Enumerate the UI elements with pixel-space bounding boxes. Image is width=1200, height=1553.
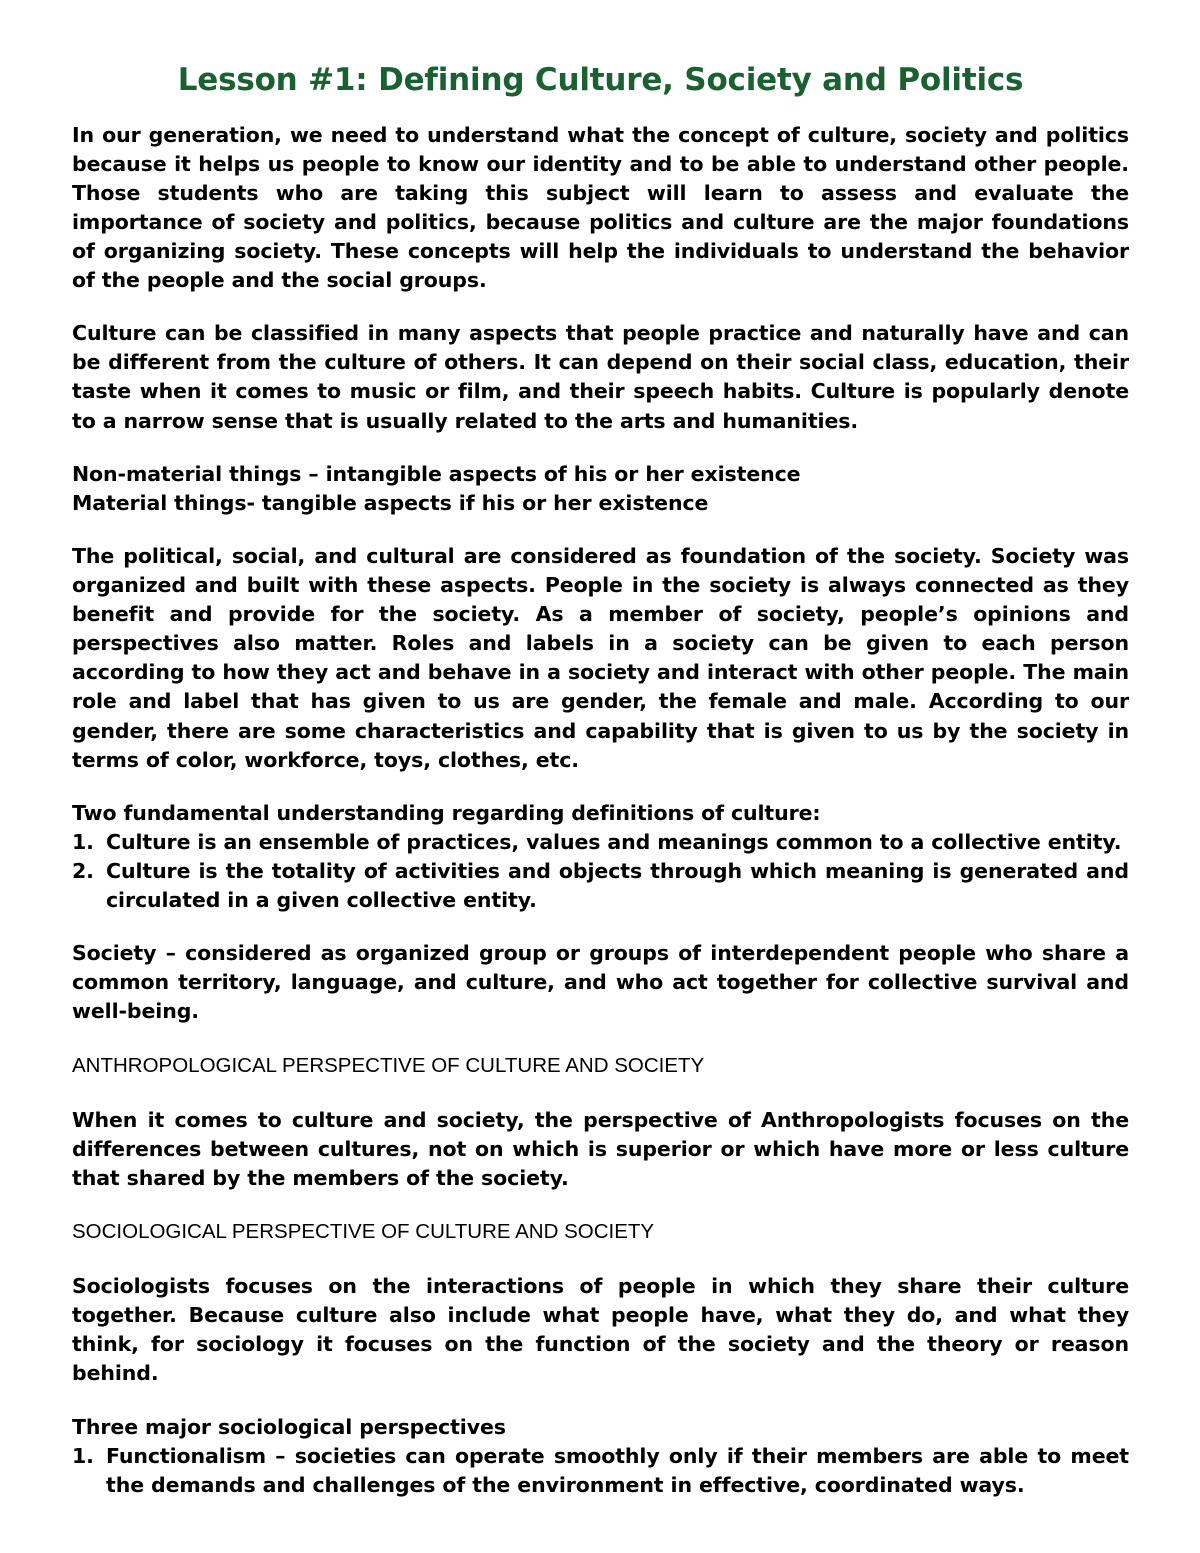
paragraph-political-social-cultural: The political, social, and cultural are considered as foundation of the society. Society was organized and built with these aspects. People in the society is always connected as they benefit and provide for the society. As a member of society, people’s opinions and perspectives also matter. Roles and labels in a society can be given to each person according to how they act and behave in a society and interact with other people. The main role and label that has given to us are gender, the female and male. According to our gender, there are some characteristics and capability that is given to us by the society in terms of color, workforce, toys, clothes, etc. bbox=[72, 543, 1129, 772]
list-item-text: Culture is an ensemble of practices, values and meanings common to a collective entity. bbox=[106, 829, 1122, 854]
heading-anthropological-perspective: ANTHROPOLOGICAL PERSPECTIVE OF CULTURE AND SOCIETY bbox=[72, 1053, 705, 1077]
paragraph-anthropological-perspective: When it comes to culture and society, the perspective of Anthropologists focuses on the differences between cultures, not on which is superior or which have more or less culture that shared by the members of the society. bbox=[72, 1107, 1129, 1190]
page-title: Lesson #1: Defining Culture, Society and Politics bbox=[177, 62, 1024, 98]
paragraph-intro: In our generation, we need to understand what the concept of culture, society and politics because it helps us people to know our identity and to be able to understand other people. Those students who are taking this subject will learn to assess and evaluate the importance of society and politics, because politics and culture are the major foundations of organizing society. These concepts will help the individuals to understand the behavior of the people and the social groups. bbox=[72, 122, 1129, 293]
list-item bbox=[72, 1442, 1129, 1500]
heading-sociological-perspective: SOCIOLOGICAL PERSPECTIVE OF CULTURE AND SOCIETY bbox=[72, 1219, 655, 1243]
list-culture-definitions bbox=[72, 828, 1129, 915]
list-marker: 1. bbox=[72, 829, 94, 854]
list-marker: 2. bbox=[72, 858, 94, 883]
spacer bbox=[72, 915, 1129, 939]
spacer bbox=[72, 518, 1129, 542]
paragraph-sociological-perspective: Sociologists focuses on the interactions of people in which they share their culture together. Because culture also include what people have, what they do, and what they think, for sociology it focuses on the function of the society and the theory or reason behind. bbox=[72, 1274, 1129, 1386]
document-content bbox=[72, 62, 1129, 1500]
heading-three-major-sociological-perspectives: Three major sociological perspectives bbox=[72, 1414, 506, 1439]
list-item bbox=[72, 828, 1129, 857]
definition-material-things: Material things- tangible aspects if his or her existence bbox=[72, 490, 709, 515]
list-item-text: Culture is the totality of activities and objects through which meaning is generated and circulated in a given collective entity. bbox=[106, 858, 1129, 913]
list-sociological-perspectives bbox=[72, 1442, 1129, 1500]
heading-two-fundamental-understanding: Two fundamental understanding regarding definitions of culture: bbox=[72, 800, 821, 825]
definition-non-material-things: Non-material things – intangible aspects of his or her existence bbox=[72, 461, 801, 486]
list-item bbox=[72, 857, 1129, 915]
paragraph-culture-classification: Culture can be classified in many aspects that people practice and naturally have and can be different from the culture of others. It can depend on their social class, education, their taste when it comes to music or film, and their speech habits. Culture is popularly denote to a narrow sense that is usually related to the arts and humanities. bbox=[72, 321, 1129, 433]
list-item-text: Functionalism – societies can operate smoothly only if their members are able to meet the demands and challenges of the environment in effective, coordinated ways. bbox=[106, 1443, 1129, 1497]
list-marker: 1. bbox=[72, 1443, 94, 1468]
definition-society: Society – considered as organized group or groups of interdependent people who share a common territory, language, and culture, and who act together for collective survival and well-being. bbox=[72, 941, 1129, 1024]
